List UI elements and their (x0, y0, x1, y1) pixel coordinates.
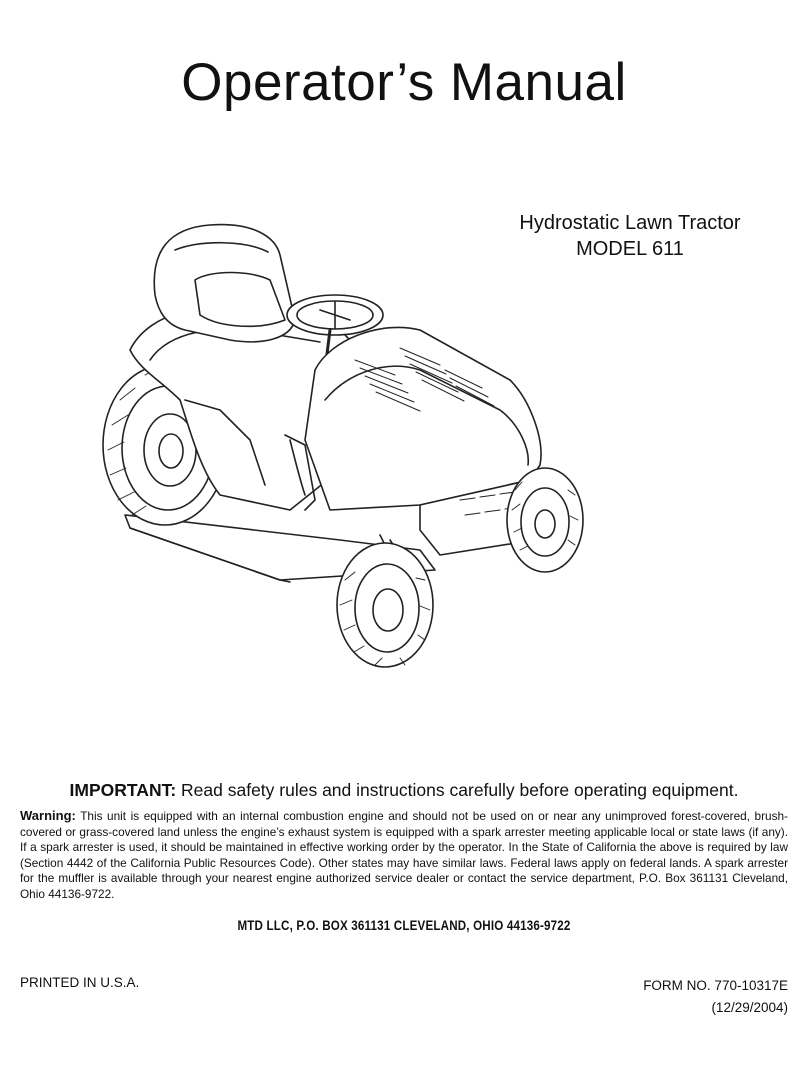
product-name: Hydrostatic Lawn Tractor (519, 212, 741, 234)
warning-label: Warning: (20, 808, 76, 823)
form-info (643, 975, 788, 1019)
printed-in: PRINTED IN U.S.A. (20, 975, 140, 990)
lawn-tractor-illustration (90, 210, 600, 680)
form-number: FORM NO. 770-10317E (643, 978, 788, 993)
warning-paragraph (20, 808, 788, 903)
company-address: MTD LLC, P.O. BOX 361131 CLEVELAND, OHIO 44136-9722 (237, 918, 571, 933)
form-date: (12/29/2004) (711, 1000, 788, 1015)
important-notice (0, 780, 808, 801)
important-text: Read safety rules and instructions carefully before operating equipment. (181, 780, 739, 800)
manual-title: Operator’s Manual (181, 53, 627, 112)
model-number: MODEL 611 (576, 238, 684, 260)
important-label: IMPORTANT: (69, 780, 177, 800)
warning-text: This unit is equipped with an internal combustion engine and should not be used on or near any unimproved forest-covered, brush-covered or grass-covered land unless the engine’s exhaust system is equipped with a spark arrester meeting applicable local or state laws (if any). If a spark arrester is used, it should be maintained in effective working order by the operator. In the State of California the above is required by law (Section 4442 of the California Public Resources Code). Other states may have similar laws. Federal laws apply on federal lands. A spark arrester for the muffler is available through your nearest engine authorized service dealer or contact the service department, P.O. Box 361131 Cleveland, Ohio 44136-9722. (20, 809, 788, 901)
